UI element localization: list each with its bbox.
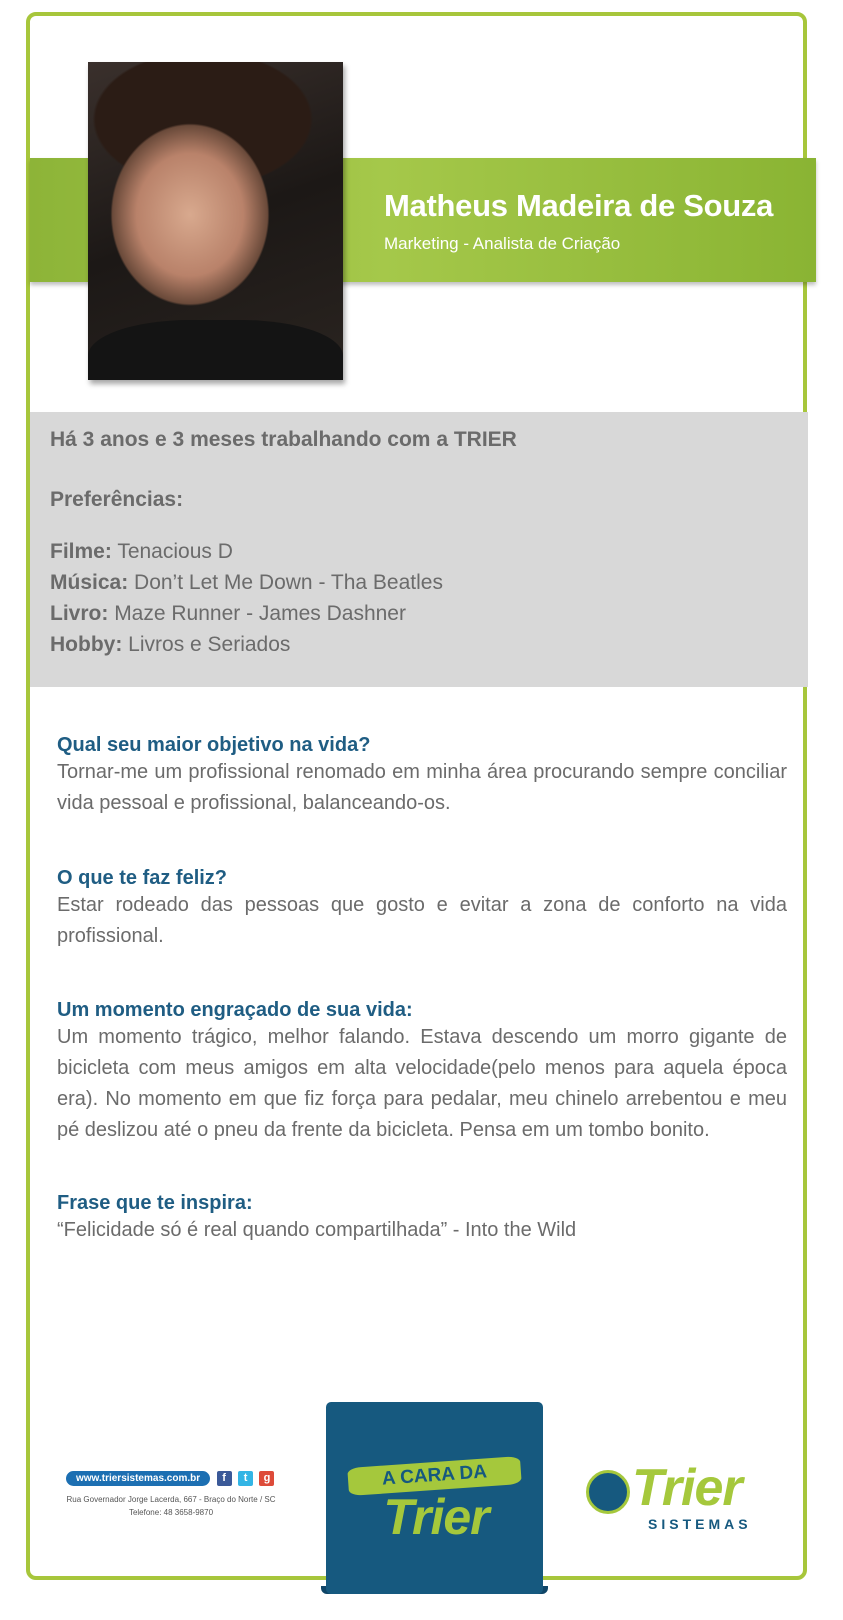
phone-text: Telefone: 48 3658-9870	[128, 1508, 214, 1517]
pref-hobby	[50, 633, 290, 657]
website-link[interactable]: www.triersistemas.com.br	[66, 1471, 210, 1486]
pref-value: Maze Runner - James Dashner	[114, 602, 406, 625]
question-text: Um momento engraçado de sua vida:	[57, 999, 413, 1021]
google-plus-icon[interactable]: g	[259, 1471, 274, 1486]
pref-value: Tenacious D	[117, 540, 233, 563]
qa-quote	[57, 1192, 787, 1246]
logo-subtitle: SISTEMAS	[648, 1516, 752, 1532]
preferences-heading: Preferências:	[50, 488, 184, 511]
pref-livro	[50, 602, 406, 626]
profile-name: Matheus Madeira de Souza	[384, 188, 774, 223]
qa-funny	[57, 999, 787, 1146]
pref-label: Música:	[50, 571, 129, 594]
badge-ribbon: A CARA DA	[347, 1456, 522, 1496]
pref-value: Livros e Seriados	[128, 633, 291, 656]
question-text: Qual seu maior objetivo na vida?	[57, 734, 371, 756]
pref-value: Don’t Let Me Down - Tha Beatles	[134, 571, 443, 594]
pref-label: Filme:	[50, 540, 112, 563]
pref-filme	[50, 540, 233, 564]
facebook-icon[interactable]: f	[217, 1471, 232, 1486]
pref-label: Livro:	[50, 602, 109, 625]
question-text: Frase que te inspira:	[57, 1192, 253, 1214]
answer-text: “Felicidade só é real quando compartilhada” - Into the Wild	[57, 1219, 577, 1241]
photo-shirt	[88, 320, 343, 380]
address-block	[66, 1493, 276, 1519]
qa-happy	[57, 867, 787, 952]
question-text: O que te faz feliz?	[57, 867, 228, 889]
answer-text: Estar rodeado das pessoas que gosto e evitar a zona de conforto na vida profissional.	[57, 894, 787, 947]
summary-box	[30, 412, 808, 687]
twitter-icon[interactable]: t	[238, 1471, 253, 1486]
badge-trier-word: Trier	[383, 1489, 489, 1545]
answer-text: Tornar-me um profissional renomado em minha área procurando sempre conciliar vida pessoal e profissional, balanceando-os.	[57, 761, 787, 814]
profile-role: Marketing - Analista de Criação	[384, 234, 621, 253]
pref-label: Hobby:	[50, 633, 123, 656]
logo-word: Trier	[632, 1459, 742, 1517]
logo-mark-icon	[586, 1470, 630, 1514]
footer-contact	[66, 1470, 276, 1519]
trier-sistemas-logo	[586, 1459, 786, 1534]
qa-objective	[57, 734, 787, 819]
address-text: Rua Governador Jorge Lacerda, 667 - Braço do Norte / SC	[66, 1495, 276, 1504]
profile-photo	[88, 62, 343, 380]
answer-text: Um momento trágico, melhor falando. Estava descendo um morro gigante de bicicleta com meus amigos em alta velocidade(pelo menos para aquela época era). No momento em que fiz força para pedalar, meu chinelo arrebentou e meu pé deslizou até o pneu da frente da bicicleta. Pensa em um tombo bonito.	[57, 1026, 787, 1141]
tenure-text: Há 3 anos e 3 meses trabalhando com a TRIER	[50, 428, 517, 451]
a-cara-da-trier-badge	[326, 1402, 543, 1594]
pref-musica	[50, 571, 443, 595]
